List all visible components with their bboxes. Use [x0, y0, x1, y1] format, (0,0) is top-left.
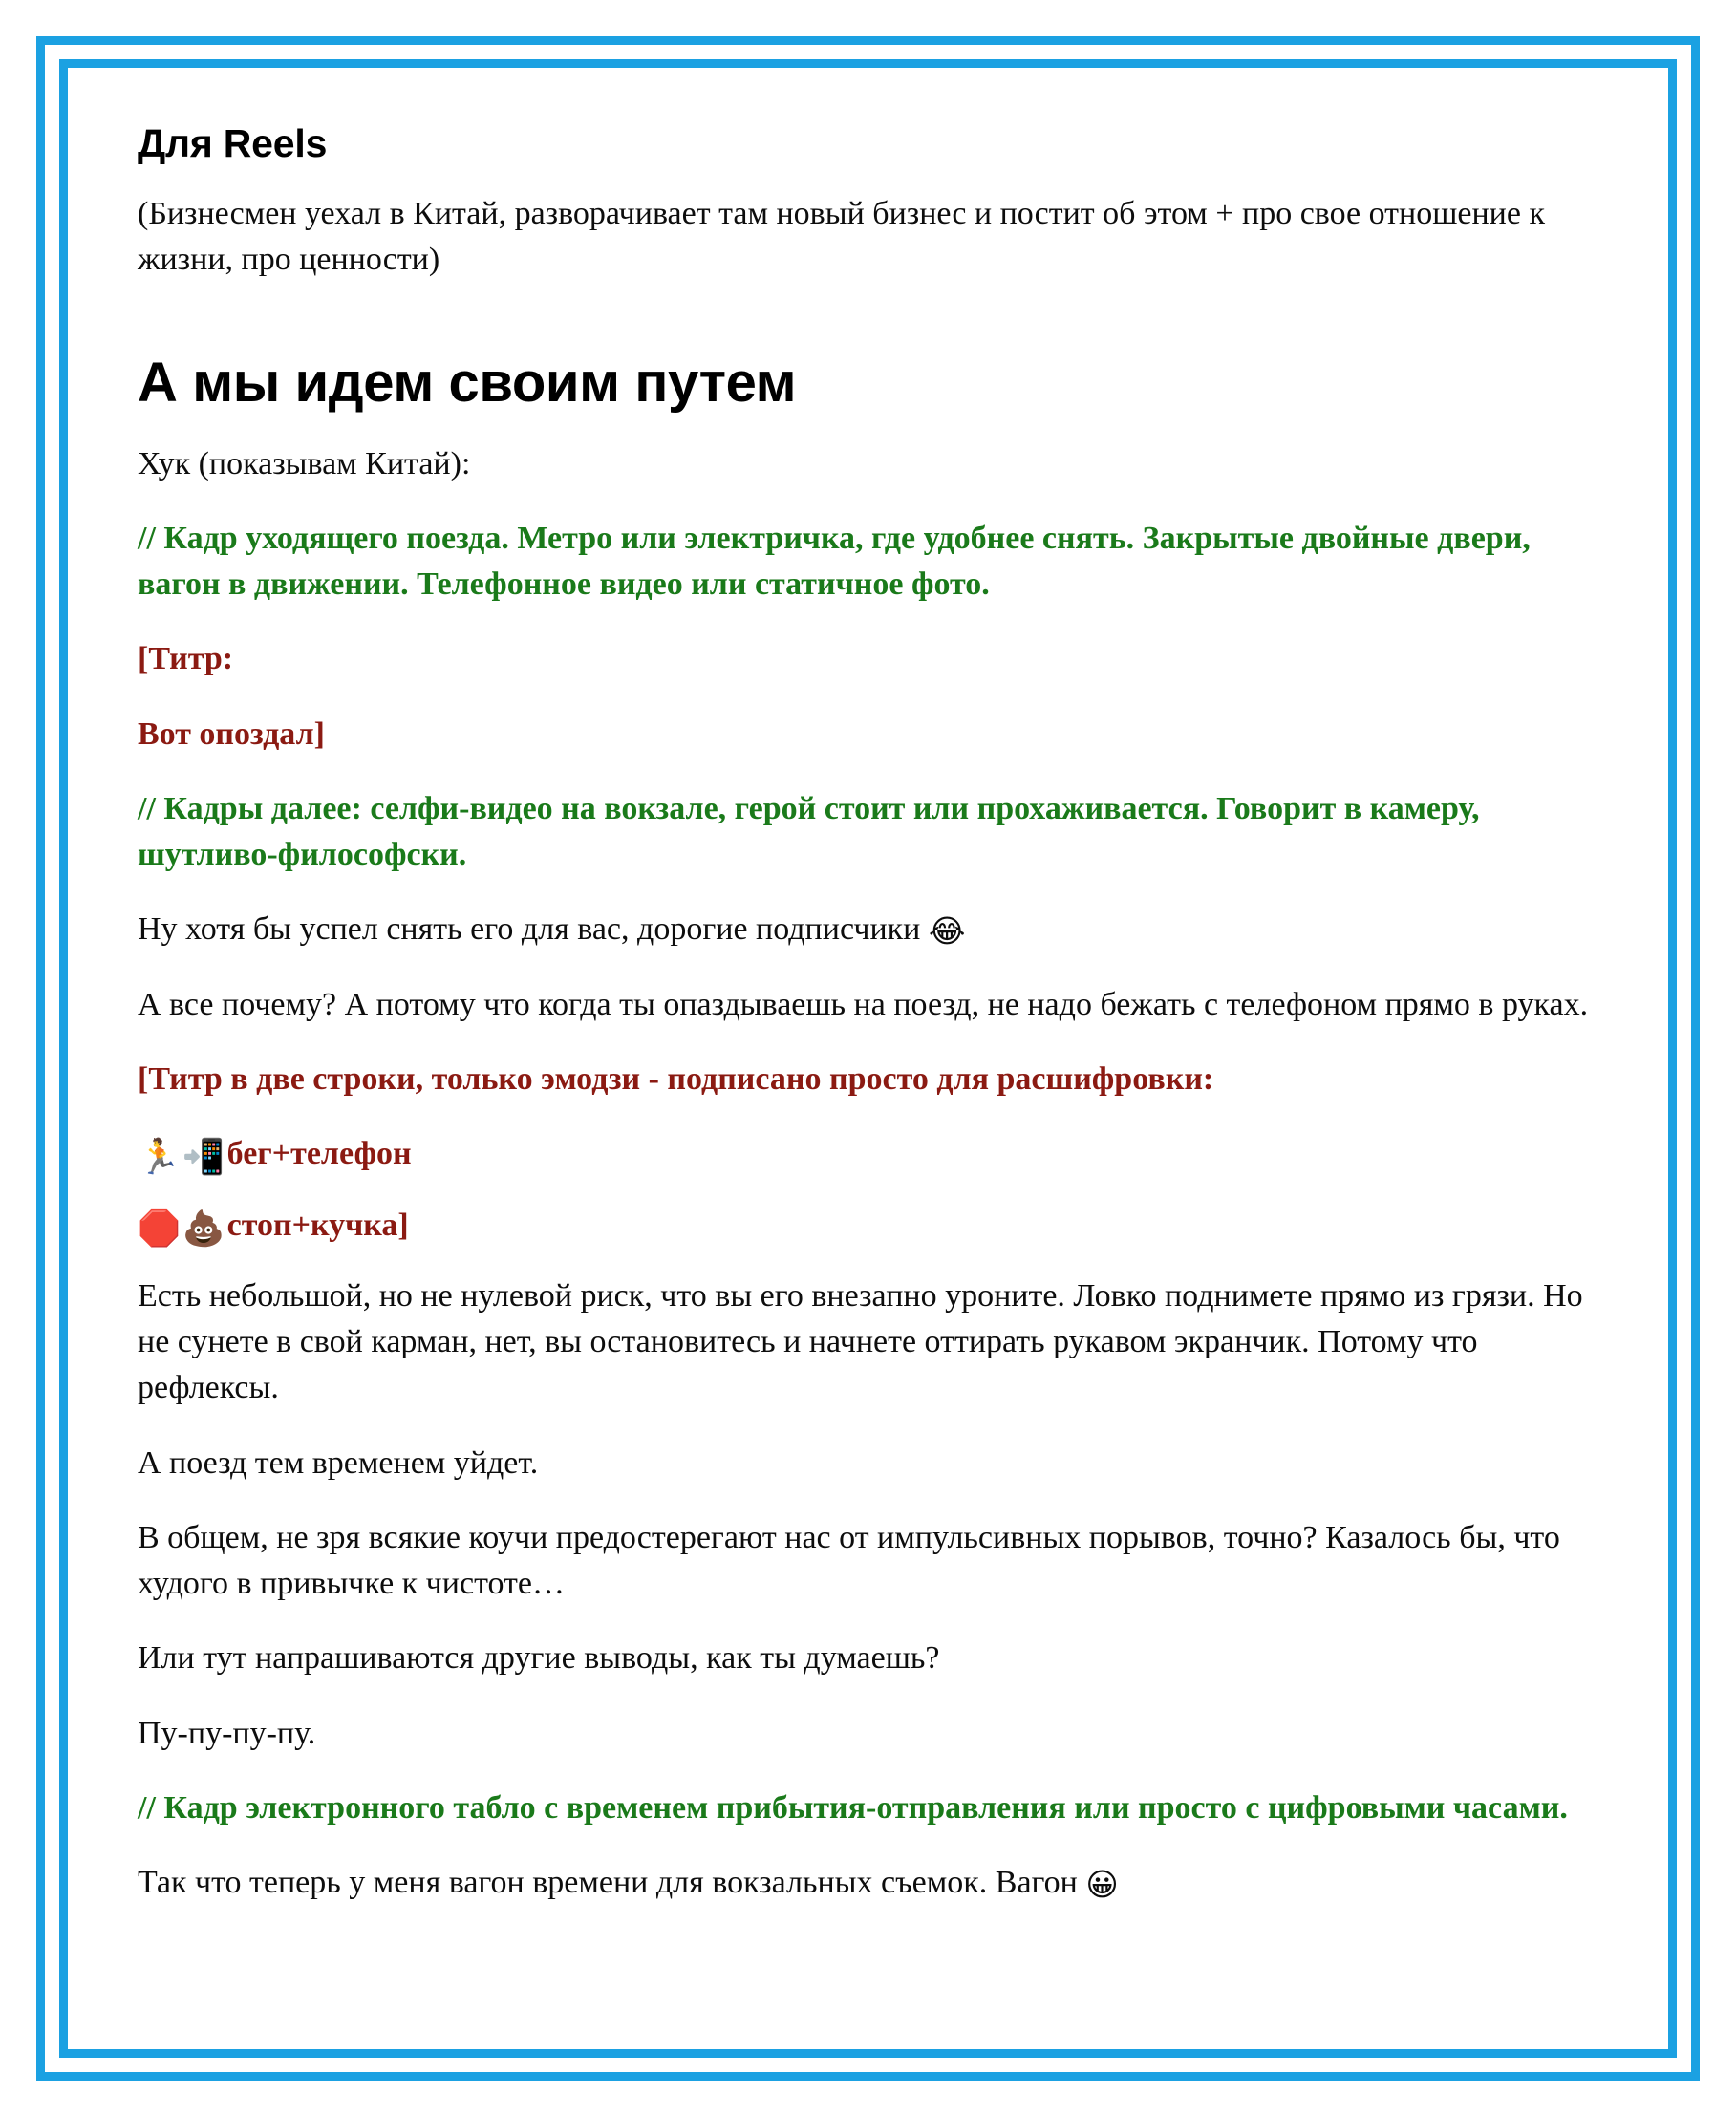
block-text: Пу-пу-пу-пу. [138, 1715, 316, 1751]
body-paragraph [138, 1860, 1594, 1906]
body-paragraph [138, 1515, 1594, 1608]
document-inner-border [59, 59, 1677, 2058]
titre-caption [138, 1203, 1594, 1249]
block-text: Так что теперь у меня вагон времени для вокзальных съемок. Вагон [138, 1865, 1086, 1901]
titre-caption [138, 636, 1594, 682]
brief-paragraph: (Бизнесмен уехал в Китай, разворачивает там новый бизнес и постит об этом + про свое отношение к жизни, про ценности) [138, 196, 1545, 278]
block-text: Хук (показывам Китай): [138, 445, 471, 481]
block-text: стоп+кучка] [226, 1207, 409, 1243]
document-content [68, 68, 1668, 1973]
body-paragraph [138, 1441, 1594, 1486]
block-text: бег+телефон [226, 1136, 412, 1172]
block-text: [Титр в две строки, только эмодзи - подписано просто для расшифровки: [138, 1061, 1214, 1098]
block-text: В общем, не зря всякие коучи предостерегают нас от импульсивных порывов, точно? Казалось бы, что худого в привычке к чистоте… [138, 1519, 1560, 1602]
titre-caption [138, 1131, 1594, 1177]
body-paragraph [138, 1636, 1594, 1681]
titre-caption [138, 1057, 1594, 1102]
block-text: [Титр: [138, 641, 234, 677]
block-text: Или тут напрашиваются другие выводы, как ты думаешь? [138, 1640, 940, 1677]
block-text: Есть небольшой, но не нулевой риск, что вы его внезапно уроните. Ловко поднимете прямо из грязи. Но не сунете в свой карман, нет, вы остановитесь и начнете оттирать рукавом экранчик. Потому что рефлексы. [138, 1277, 1583, 1406]
direction-note [138, 516, 1594, 609]
document-outer-border [36, 36, 1700, 2081]
block-text: // Кадр уходящего поезда. Метро или электричка, где удобнее снять. Закрытые двойные двери, вагон в движении. Телефонное видео или статичное фото. [138, 520, 1531, 603]
block-text: Ну хотя бы успел снять его для вас, дорогие подписчики [138, 911, 929, 948]
direction-note [138, 786, 1594, 879]
titre-caption [138, 712, 1594, 758]
block-text: А поезд тем временем уйдет. [138, 1444, 539, 1481]
emoji-glyph: 😀 [1085, 1866, 1119, 1904]
body-paragraph [138, 1273, 1594, 1412]
direction-note [138, 1786, 1594, 1831]
emoji-glyph: 🛑💩 [138, 1208, 227, 1249]
script-title: А мы идем своим путем [138, 351, 797, 414]
body-paragraph [138, 982, 1594, 1028]
block-text: А все почему? А потому что когда ты опаздываешь на поезд, не надо бежать с телефоном прямо в руках. [138, 986, 1589, 1022]
block-text: // Кадр электронного табло с временем прибытия-отправления или просто с цифровыми часами. [138, 1789, 1568, 1826]
body-paragraph [138, 441, 1594, 487]
emoji-glyph: 🏃📲 [138, 1138, 227, 1178]
block-text: // Кадры далее: селфи-видео на вокзале, герой стоит или прохаживается. Говорит в камеру, шутливо-философски. [138, 790, 1480, 873]
body-paragraph [138, 1711, 1594, 1757]
body-paragraph [138, 907, 1594, 952]
script-blocks [138, 441, 1594, 1907]
block-text: Вот опоздал] [138, 716, 325, 752]
emoji-glyph: 😂 [928, 912, 966, 951]
section-title: Для Reels [138, 121, 328, 165]
